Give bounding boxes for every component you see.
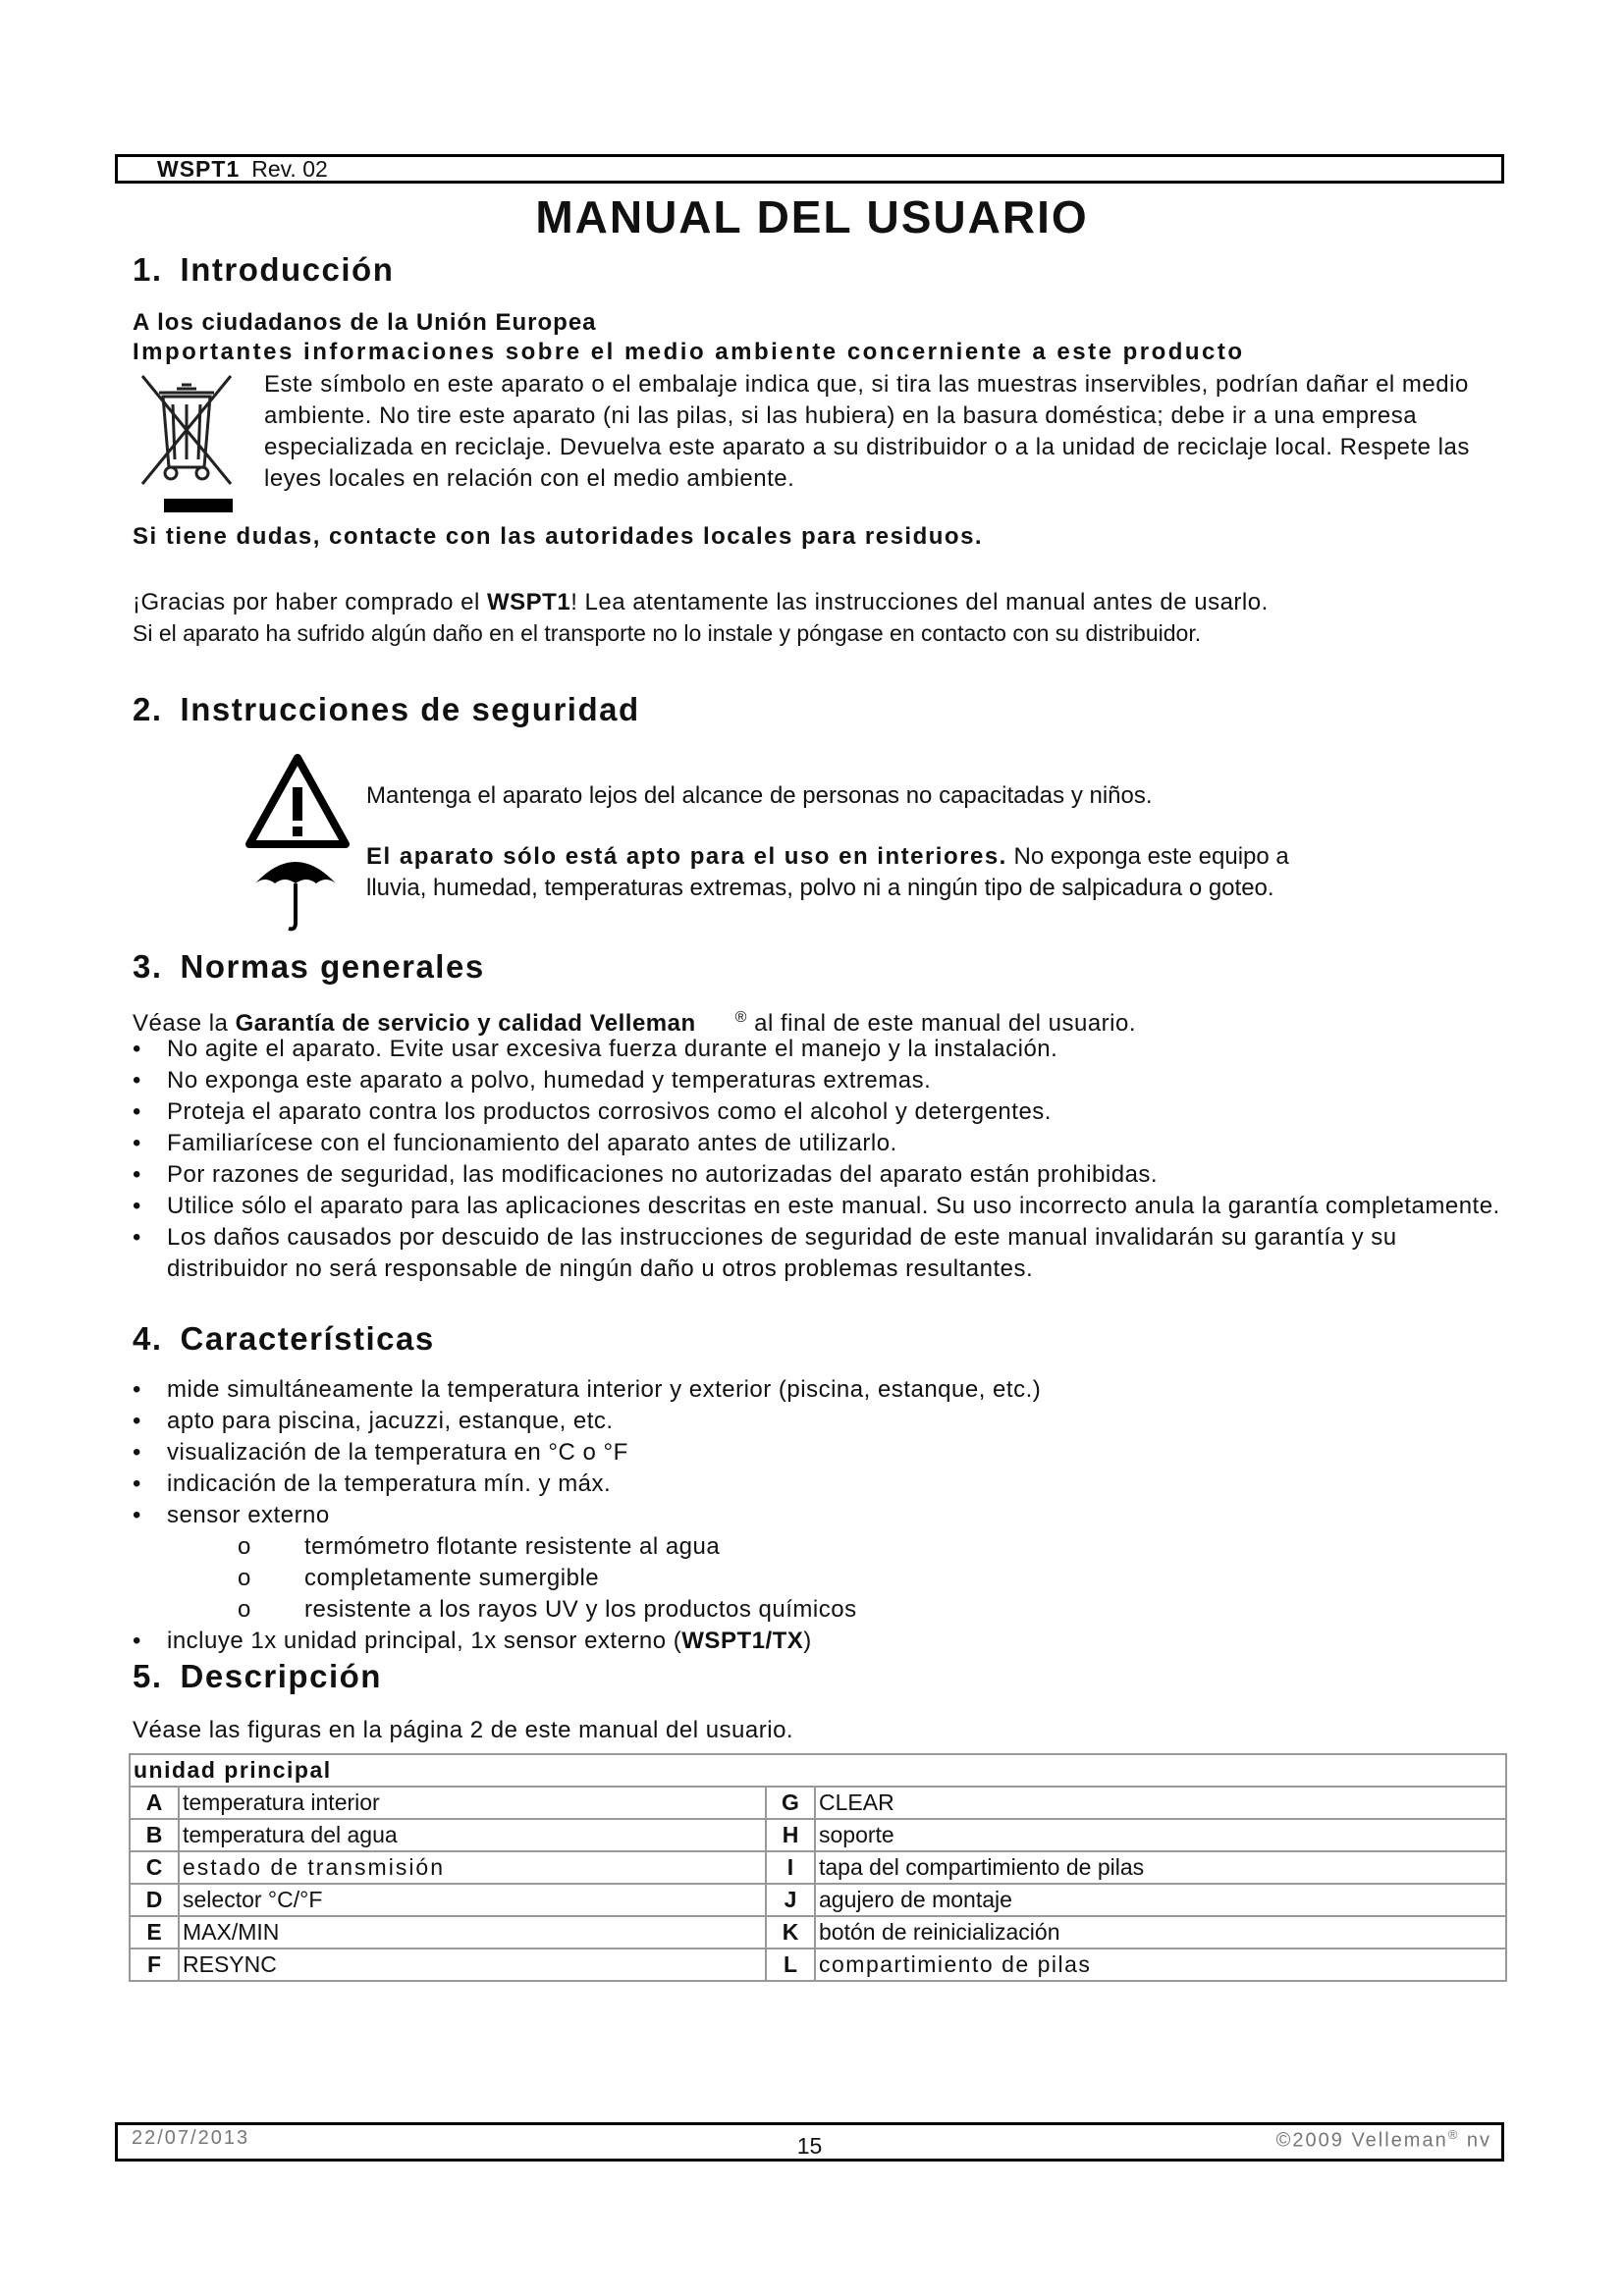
warning-triangle-icon — [244, 752, 352, 850]
header-model: WSPT1 — [157, 156, 241, 182]
list-item: • No exponga este aparato a polvo, humedad y temperaturas extremas. — [133, 1067, 932, 1094]
list-item: • sensor externo o termómetro flotante resistente al agua o completamente sumergible o resistente a los rayos UV y los productos químicos — [128, 1500, 1502, 1626]
section-number: 3. — [133, 948, 163, 985]
footer-date: 22/07/2013 — [132, 2127, 250, 2149]
table-row: E MAX/MIN K botón de reinicialización — [130, 1916, 1506, 1949]
list-item: • No agite el aparato. Evite usar excesiva fuerza durante el manejo y la instalación. — [133, 1036, 1058, 1062]
description-intro: Véase las figuras en la página 2 de este manual del usuario. — [133, 1717, 794, 1743]
general-intro-bold: Garantía de servicio y calidad Velleman — [235, 1010, 696, 1037]
list-item: • mide simultáneamente la temperatura interior y exterior (piscina, estanque, etc.) — [133, 1376, 1042, 1403]
list-item: • Los daños causados por descuido de las instrucciones de seguridad de este manual invalidarán su garantía y su distribuidor no será responsable de ningún daño u otros problemas resultantes. — [133, 1224, 1397, 1282]
thanks-line — [133, 587, 1269, 617]
general-list — [128, 1034, 1502, 1285]
safety-indoor — [366, 841, 1348, 904]
header-bar — [115, 154, 1504, 184]
indoor-bold: El aparato sólo está apto para el uso en interiores. — [366, 843, 1007, 870]
table-row: D selector °C/°F J agujero de montaje — [130, 1884, 1506, 1916]
table-row: A temperatura interior G CLEAR — [130, 1787, 1506, 1819]
general-intro-pre: Véase la — [133, 1010, 236, 1037]
section-4-heading — [133, 1320, 435, 1358]
list-item: • Familiarícese con el funcionamiento del aparato antes de utilizarlo. — [133, 1130, 897, 1156]
section-5-heading — [133, 1658, 382, 1695]
sub-list-item: o termómetro flotante resistente al agua — [238, 1533, 721, 1560]
table-row: C estado de transmisión I tapa del compartimiento de pilas — [130, 1851, 1506, 1884]
section-number: 1. — [133, 251, 163, 288]
eu-subheading: Importantes informaciones sobre el medio ambiente concerniente a este producto — [133, 339, 1245, 365]
thanks-model: WSPT1 — [487, 589, 571, 615]
general-intro-post: al final de este manual del usuario. — [746, 1010, 1137, 1037]
description-table — [129, 1753, 1507, 1982]
eu-contact-note: Si tiene dudas, contacte con las autoridades locales para residuos. — [133, 523, 984, 550]
list-item: • visualización de la temperatura en °C o °F — [133, 1439, 628, 1466]
page-number: 15 — [796, 2133, 823, 2159]
footer-bar — [115, 2122, 1504, 2162]
list-item: • Utilice sólo el aparato para las aplicaciones descritas en este manual. Su uso incorrecto anula la garantía completamente. — [133, 1193, 1500, 1219]
footer-copyright: ©2009 Velleman® nv — [1275, 2127, 1491, 2152]
eu-heading: A los ciudadanos de la Unión Europea — [133, 309, 597, 336]
page-title: MANUAL DEL USUARIO — [535, 191, 1089, 242]
section-3-heading — [133, 948, 485, 986]
registered-mark: ® — [734, 1009, 747, 1026]
table-row: F RESYNC L compartimiento de pilas — [130, 1949, 1506, 1981]
thanks-pre: ¡Gracias por haber comprado el — [133, 589, 487, 615]
indoor-rest: No exponga este equipo a lluvia, humedad, temperaturas extremas, polvo ni a ningún tipo de salpicadura o goteo. — [366, 843, 1289, 901]
sensor-sublist — [167, 1531, 1502, 1626]
section-title: Descripción — [180, 1658, 382, 1694]
section-title: Instrucciones de seguridad — [180, 691, 640, 727]
section-title: Normas generales — [180, 948, 485, 985]
section-2-heading — [133, 691, 640, 728]
table-header-row — [130, 1754, 1506, 1787]
list-item: • Proteja el aparato contra los productos corrosivos como el alcohol y detergentes. — [133, 1098, 1052, 1125]
section-title: Características — [180, 1320, 435, 1357]
header-rev: Rev. 02 — [251, 156, 328, 182]
umbrella-icon — [253, 844, 338, 933]
table-title: unidad principal — [130, 1754, 1506, 1787]
list-item: • indicación de la temperatura mín. y máx. — [133, 1470, 612, 1497]
eu-body-text: Este símbolo en este aparato o el embalaje indica que, si tira las muestras inservibles, podrían dañar el medio ambiente. No tire este aparato (ni las pilas, si las hubiera) en la basura doméstica; debe ir a una empresa especializada en reciclaje. Devuelva este aparato a su distribuidor o a la unidad de reciclaje local. Respete las leyes locales en relación con el medio ambiente. — [264, 371, 1470, 492]
safety-keep-away: Mantenga el aparato lejos del alcance de personas no capacitadas y niños. — [366, 782, 1153, 809]
section-number: 2. — [133, 691, 163, 727]
section-title: Introducción — [180, 251, 395, 288]
list-item: • incluye 1x unidad principal, 1x sensor externo (WSPT1/TX) — [133, 1628, 812, 1654]
bin-underline-bar — [164, 499, 233, 512]
section-1-heading — [133, 251, 394, 289]
list-item: • Por razones de seguridad, las modificaciones no autorizadas del aparato están prohibidas. — [133, 1161, 1159, 1188]
section-number: 5. — [133, 1658, 163, 1694]
list-item: • apto para piscina, jacuzzi, estanque, etc. — [133, 1408, 614, 1434]
section-number: 4. — [133, 1320, 163, 1357]
features-list — [128, 1374, 1502, 1657]
thanks-post: ! Lea atentamente las instrucciones del manual antes de usarlo. — [570, 589, 1269, 615]
table-row: B temperatura del agua H soporte — [130, 1819, 1506, 1851]
crossed-bin-icon — [137, 371, 236, 489]
damage-note: Si el aparato ha sufrido algún daño en el transporte no lo instale y póngase en contacto con su distribuidor. — [133, 620, 1202, 646]
sub-list-item: o resistente a los rayos UV y los productos químicos — [238, 1596, 857, 1623]
sub-list-item: o completamente sumergible — [238, 1565, 600, 1591]
